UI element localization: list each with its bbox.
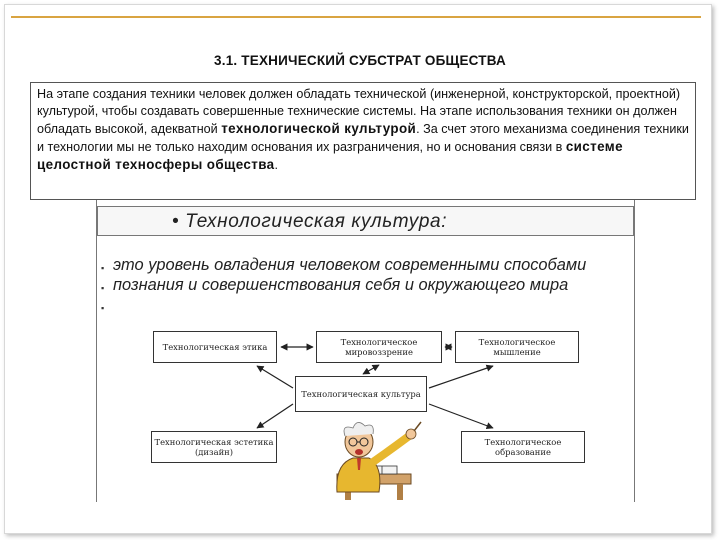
paragraph-text-3: .	[274, 158, 279, 172]
highlight-technosphere: системе целостной техносферы общества	[37, 139, 623, 172]
node-technological-culture: Технологическая культура	[295, 376, 427, 412]
arrow-worldview-center	[363, 365, 379, 374]
diagram-image	[96, 200, 635, 502]
arrow-center-aesthetics	[257, 404, 293, 428]
diagram-header-text: • Технологическая культура:	[172, 211, 448, 232]
node-technological-aesthetics: Технологическая эстетика (дизайн)	[151, 431, 277, 463]
arrow-center-thinking	[429, 366, 493, 388]
top-accent-rule	[11, 16, 701, 18]
arrow-center-education	[429, 404, 493, 428]
definition-text: это уровень овладения человеком современными способами познания и совершенствования себя и окружающего мира	[113, 256, 587, 294]
paragraph-box	[30, 82, 696, 200]
arrow-center-ethics	[257, 366, 293, 388]
node-technological-worldview: Технологическое мировоззрение	[316, 331, 442, 363]
slide-title: 3.1. ТЕХНИЧЕСКИЙ СУБСТРАТ ОБЩЕСТВА	[214, 53, 506, 68]
highlight-technological-culture: технологической культурой	[221, 121, 417, 136]
node-technological-ethics: Технологическая этика	[153, 331, 277, 363]
definition-markers: ▪ ▪ ▪	[101, 263, 105, 313]
paragraph-text-1: На этапе создания техники человек должен обладать технической (инженерной, конструкторской, проектной) культурой, чтобы создавать совершенные технические системы. На этапе использования техники он должен обладать высокой, адекватной	[37, 87, 681, 136]
node-technological-thinking: Технологическое мышление	[455, 331, 579, 363]
professor-cartoon	[297, 412, 427, 500]
paragraph-text-2: . За счет этого механизма соединения техники и технологии мы не только находим основания их разграничения, но и основания связи в	[37, 122, 689, 154]
node-technological-education: Технологическое образование	[461, 431, 585, 463]
